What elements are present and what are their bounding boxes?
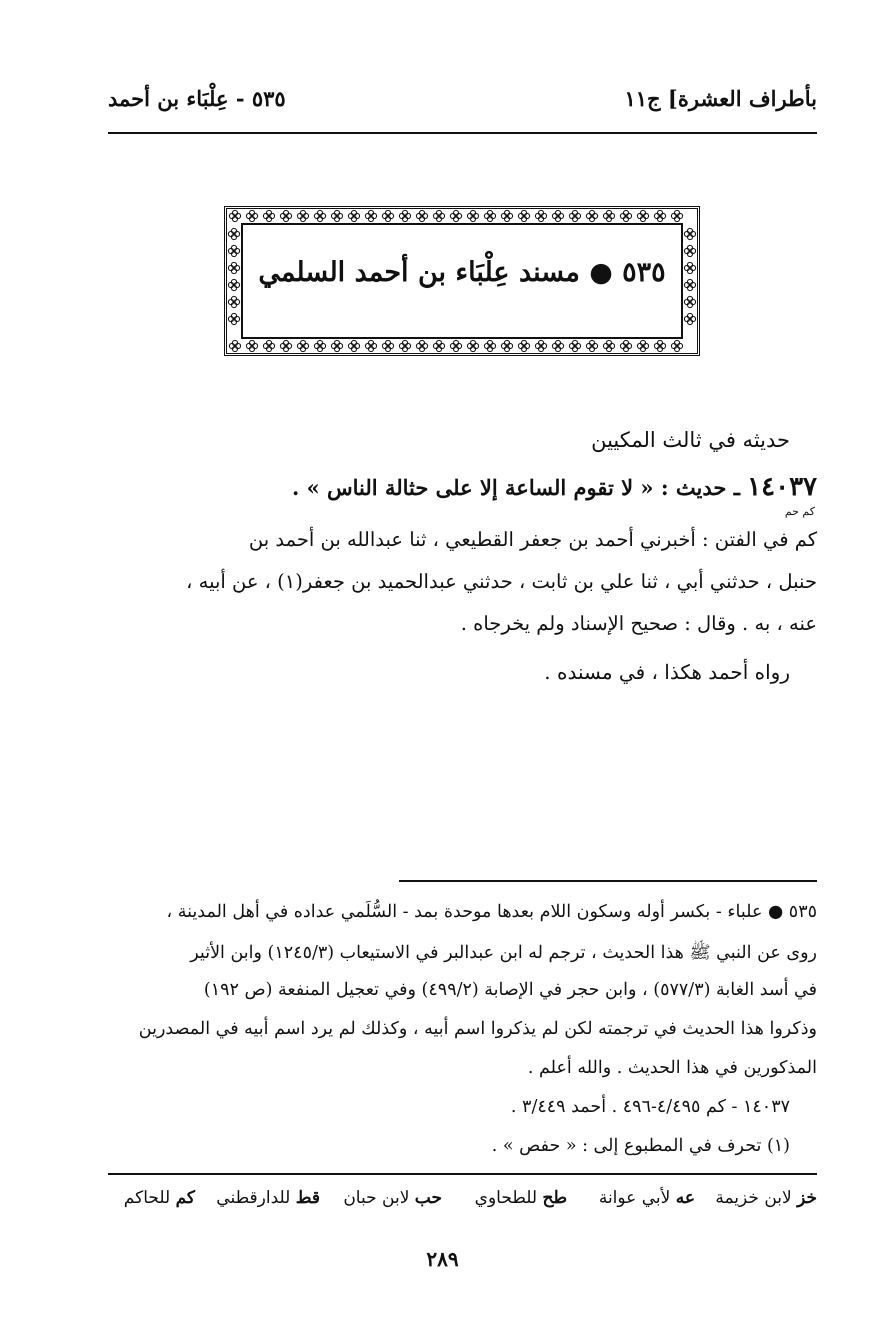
abbreviation-item: حب لابن حبان	[343, 1188, 442, 1208]
abbreviation-item: قط للدارقطني	[216, 1188, 320, 1208]
footnote-line: روى عن النبي ﷺ هذا الحديث ، ترجم له ابن عبدالبر في الاستيعاب (١٢٤٥/٣) وابن الأثير	[190, 943, 817, 963]
abbreviation-item: طح للطحاوي	[474, 1188, 567, 1208]
page-number: ٢٨٩	[426, 1247, 459, 1271]
abbreviation-item: عه لأبي عوانة	[598, 1188, 695, 1208]
abbreviation-item: كم للحاكم	[123, 1188, 195, 1208]
footnote-line: المذكورين في هذا الحديث . والله أعلم .	[527, 1058, 817, 1078]
hadith-number: ١٤٠٣٧	[747, 472, 817, 502]
footnote-1: (١) تحرف في المطبوع إلى : « حفص » .	[491, 1136, 790, 1156]
hadith-sigla: كم حم	[784, 505, 815, 518]
footnote-line: وذكروا هذا الحديث في ترجمته لكن لم يذكروا اسم أبيه ، وكذلك لم يرد اسم أبيه في المصدرين	[138, 1019, 817, 1039]
footnote-line: ٥٣٥ ● علباء - بكسر أوله وسكون اللام بعدها موحدة بمد - السُّلَمي عداده في أهل المدينة ،	[166, 902, 817, 922]
footnote-refs: ١٤٠٣٧ - كم ٤/٤٩٥-٤٩٦ . أحمد ٣/٤٤٩ .	[510, 1097, 790, 1117]
hadith-line: حنبل ، حدثني أبي ، ثنا علي بن ثابت ، حدثني عبدالحميد بن جعفر(١) ، عن أبيه ،	[186, 570, 817, 593]
hadith-line: كم في الفتن : أخبرني أحمد بن جعفر القطيعي ، ثنا عبدالله بن أحمد بن	[248, 528, 817, 551]
abbreviation-item: خز لابن خزيمة	[715, 1188, 817, 1208]
hadith-lead: ـ حديث : « لا تقوم الساعة إلا على حثالة الناس » .	[291, 475, 740, 500]
footnote-separator	[399, 880, 817, 882]
riwaya-line: رواه أحمد هكذا ، في مسنده .	[544, 660, 790, 684]
running-header-entry: ٥٣٥ - عِلْبَاء بن أحمد	[108, 86, 286, 111]
section-intro: حديثه في ثالث المكيين	[591, 428, 790, 452]
musnad-title: ٥٣٥ ● مسند عِلْبَاء بن أحمد السلمي	[258, 257, 666, 288]
hadith-heading	[292, 472, 817, 502]
footnote-line: في أسد الغابة (٥٧٧/٣) ، وابن حجر في الإصابة (٤٩٩/٢) وفي تعجيل المنفعة (ص ١٩٢)	[203, 980, 817, 1000]
running-header-book: بأطراف العشرة] ج١١	[624, 86, 817, 111]
hadith-line: عنه ، به . وقال : صحيح الإسناد ولم يخرجاه .	[460, 612, 817, 635]
header-rule	[108, 132, 817, 134]
musnad-title-frame	[224, 206, 700, 356]
abbreviations-rule	[108, 1173, 817, 1175]
